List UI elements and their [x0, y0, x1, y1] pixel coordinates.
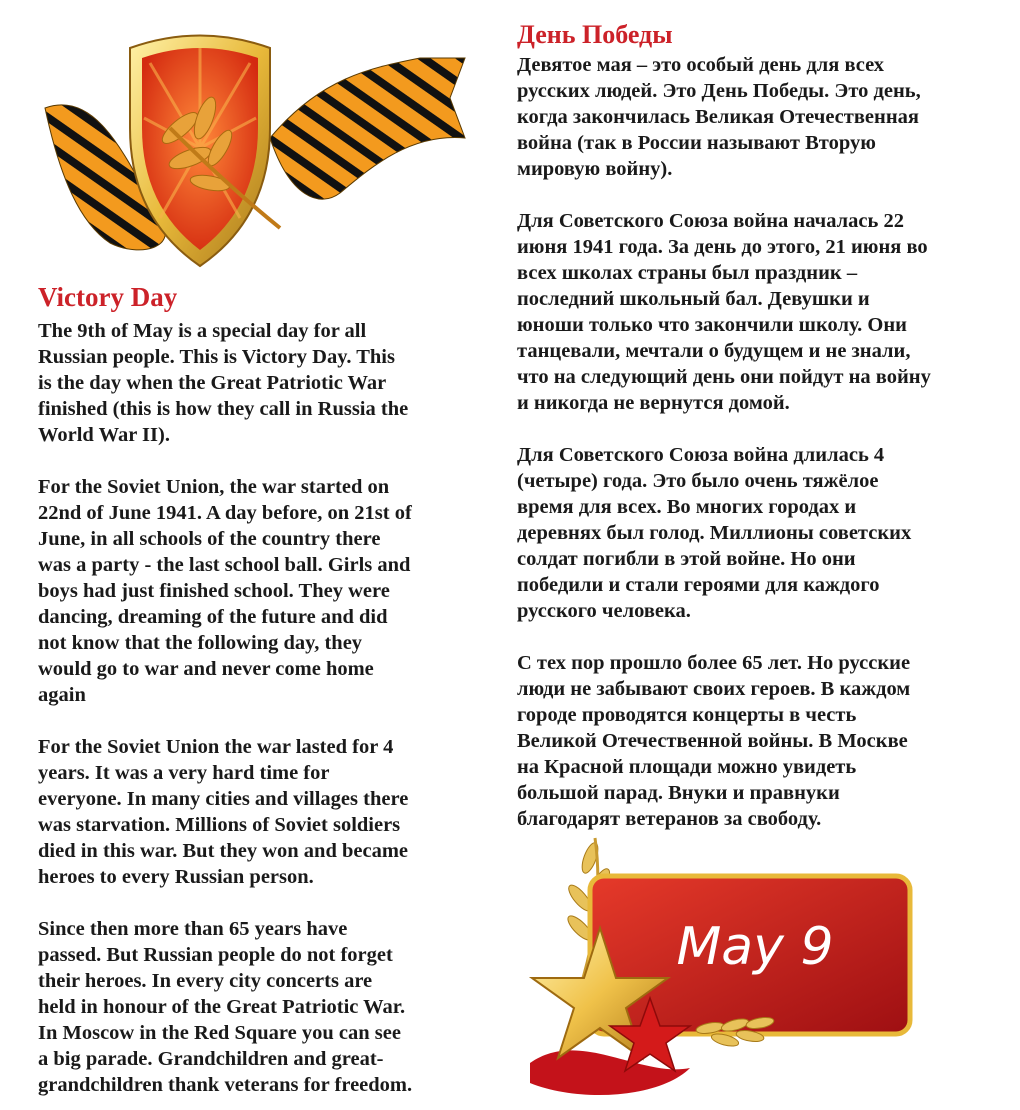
english-paragraph: The 9th of May is a special day for all Russian people. This is Victory Day. This is the day when the Great Patriotic War finished (this is how they call in Russia the World War II). [38, 320, 409, 446]
english-paragraph: For the Soviet Union, the war started on 22nd of June 1941. A day before, on 21st of June, in all schools of the country there was a party - the last school ball. Girls and boys had just finished school. They were dancing, dreaming of the future and did not know that the following day, they would go to war and never come home again [38, 476, 412, 706]
shield-ribbon-emblem [40, 18, 470, 278]
russian-text [517, 52, 1007, 832]
english-paragraph: For the Soviet Union the war lasted for 4 years. It was a very hard time for everyone. In many cities and villages there was starvation. Millions of Soviet soldiers died in this war. But they won and became heroes to every Russian person. [38, 736, 409, 888]
russian-paragraph: Для Советского Союза война длилась 4 (четыре) года. Это было очень тяжёлое время для всех. Во многих городах и деревнях был голод. Миллионы советских солдат погибли в этой войне. Но они победили и стали героями для каждого русского человека. [517, 444, 912, 622]
english-paragraph: Since then more than 65 years have passed. But Russian people do not forget their heroes. In every city concerts are held in honour of the Great Patriotic War. In Moscow in the Red Square you can see a big parade. Grandchildren and great- grandchildren thank veterans for freedom. [38, 918, 413, 1096]
english-text [38, 318, 483, 1098]
russian-paragraph: Девятое мая – это особый день для всех русских людей. Это День Победы. Это день, когда закончилась Великая Отечественная война (так в России называют Вторую мировую войну). [517, 54, 921, 180]
english-title: Victory Day [38, 282, 178, 312]
may-9-badge [520, 828, 920, 1108]
russian-paragraph: Для Советского Союза война началась 22 июня 1941 года. За день до этого, 21 июня во всех школах страны был праздник – последний школьный бал. Девушки и юноши только что закончили школу. Они танцевали, мечтали о будущем и не знали, что на следующий день они пойдут на войну и никогда не вернутся домой. [517, 210, 931, 414]
may-9-label: May 9 [676, 917, 834, 977]
russian-title: День Победы [517, 20, 673, 49]
russian-paragraph: С тех пор прошло более 65 лет. Но русские люди не забывают своих героев. В каждом городе проводятся концерты в честь Великой Отечественной войны. В Москве на Красной площади можно увидеть большой парад. Внуки и правнуки благодарят ветеранов за свободу. [517, 652, 911, 830]
